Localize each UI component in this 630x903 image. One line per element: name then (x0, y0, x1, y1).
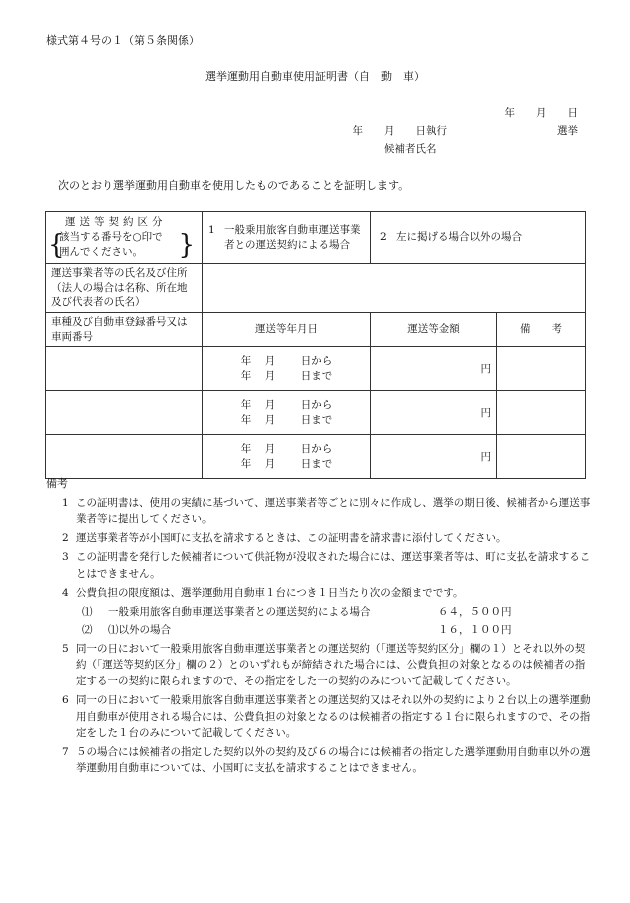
note-text: 同一の日において一般乗用旅客自動車運送事業者との運送契約又はそれ以外の契約により２台以上の選挙運動用自動車が使用される場合には、公費負担の対象となるのは候補者の指定する１台に限られますので、その指定をした１台のみについて記載してください。 (76, 694, 591, 739)
yen-label: 円 (480, 450, 491, 463)
note-text: この証明書を発行した候補者について供託物が没収された場合には、運送事業者等は、町に支払を請求することはできません。 (76, 551, 591, 580)
intro-text: 次のとおり選挙運動用自動車を使用したものであることを証明します。 (58, 179, 410, 192)
contract-row (46, 212, 586, 264)
issue-date: 年 月 日 (504, 107, 578, 119)
option2-cell[interactable] (371, 212, 586, 264)
note-number: 3 (62, 551, 69, 564)
col-date-header: 運送等年月日 (203, 313, 371, 347)
table-row (46, 347, 586, 391)
col-amount-header: 運送等金額 (371, 313, 497, 347)
remarks-cell[interactable] (497, 391, 586, 435)
note-item (46, 495, 591, 528)
to-label: 日まで (300, 413, 333, 426)
table-row (46, 435, 586, 479)
vehicle-cell[interactable] (46, 391, 203, 435)
notes-section (46, 476, 591, 780)
month-label: 月 (264, 399, 276, 412)
month-label: 月 (264, 413, 276, 426)
notes-title: 備考 (46, 477, 68, 490)
note-number: 1 (62, 496, 69, 509)
note-item (46, 744, 591, 777)
amount-cell[interactable] (371, 435, 497, 479)
note-item (46, 549, 591, 582)
from-label: 日から (300, 399, 333, 412)
note-text: 公費負担の限度額は、選挙運動用自動車１台につき１日当たり次の金額までです。 (76, 586, 464, 599)
brace-right: } (178, 229, 195, 261)
yen-label: 円 (480, 362, 491, 375)
option2-number: 2 (380, 231, 387, 244)
note-number: 7 (62, 746, 69, 759)
table-row (46, 391, 586, 435)
yen-label: 円 (480, 406, 491, 419)
limit-number: ⑵ (82, 624, 93, 637)
remarks-cell[interactable] (497, 435, 586, 479)
year-label: 年 (240, 457, 252, 470)
month-label: 月 (264, 369, 276, 382)
document-title: 選挙運動用自動車使用証明書（自 動 車） (205, 70, 425, 83)
from-label: 日から (300, 355, 333, 368)
note-number: 5 (62, 642, 69, 655)
operator-row (46, 264, 586, 313)
year-label: 年 (240, 443, 252, 456)
remarks-cell[interactable] (497, 347, 586, 391)
note-number: 2 (62, 532, 69, 545)
vehicle-cell[interactable] (46, 435, 203, 479)
month-label: 月 (264, 355, 276, 368)
limit-amount: １６，１００円 (438, 624, 512, 637)
period-cell[interactable] (203, 391, 371, 435)
option1-cell[interactable] (203, 212, 371, 264)
limit-amount: ６４，５００円 (438, 606, 512, 619)
vehicle-cell[interactable] (46, 347, 203, 391)
option2-text: 左に掲げる場合以外の場合 (396, 231, 522, 244)
col-remarks-header: 備 考 (497, 313, 586, 347)
contract-type-label: 運送等契約区分 (65, 216, 167, 229)
usage-table (45, 211, 586, 479)
month-label: 月 (264, 443, 276, 456)
year-label: 年 (240, 413, 252, 426)
contract-note-line1: 該当する番号を○印で (59, 231, 163, 244)
note-number: 6 (62, 694, 69, 707)
brace-left: { (48, 229, 65, 261)
form-id: 様式第４号の１（第５条関係） (46, 34, 200, 47)
limit-number: ⑴ (82, 606, 93, 619)
contract-note-line2: 囲んでください。 (59, 245, 143, 258)
column-header-row (46, 313, 586, 347)
note-text: この証明書は、使用の実績に基づいて、運送事業者等ごとに別々に作成し、選挙の期日後、候補者から運送事業者等に提出してください。 (76, 496, 591, 525)
vehicle-label: 車種及び自動車登録番号又は車両番号 (46, 313, 203, 347)
month-label: 月 (264, 457, 276, 470)
period-cell[interactable] (203, 347, 371, 391)
from-label: 日から (300, 443, 333, 456)
amount-cell[interactable] (371, 347, 497, 391)
year-label: 年 (240, 399, 252, 412)
candidate-name-label: 候補者氏名 (384, 143, 437, 155)
operator-label: 運送事業者等の氏名及び住所（法人の場合は名称、所在地及び代表者の氏名） (46, 264, 203, 313)
operator-value[interactable] (203, 264, 586, 313)
note-item (46, 692, 591, 741)
election-exec-line (353, 124, 579, 140)
note-text: ５の場合には候補者の指定した契約以外の契約及び６の場合には候補者の指定した選挙運動用自動車以外の選挙運動用自動車については、小国町に支払を請求することはできません。 (76, 746, 591, 775)
option1-text: 一般乗用旅客自動車運送事業者との運送契約による場合 (224, 223, 361, 251)
limit-item (46, 622, 591, 638)
to-label: 日まで (300, 369, 333, 382)
note-text: 運送事業者等が小国町に支払を請求するときは、この証明書を請求書に添付してください。 (76, 532, 507, 545)
note-item (46, 530, 591, 546)
period-cell[interactable] (203, 435, 371, 479)
option1-number: 1 (208, 223, 215, 236)
limit-label: ⑴以外の場合 (108, 624, 171, 637)
amount-cell[interactable] (371, 391, 497, 435)
note-item (46, 641, 591, 690)
note-text: 同一の日において一般乗用旅客自動車運送事業者との運送契約（「運送等契約区分」欄の１）とそれ以外の契約（「運送等契約区分」欄の２）とのいずれもが締結された場合には、公費負担の対象となるのは候補者の指定する一の契約に限られますので、その指定をした一の契約のみについて記載してください。 (76, 642, 586, 688)
limit-label: 一般乗用旅客自動車運送事業者との運送契約による場合 (108, 606, 371, 619)
limit-item (46, 604, 591, 620)
contract-header-cell (46, 212, 203, 264)
note-number: 4 (62, 586, 69, 599)
election-label: 選挙 (557, 125, 578, 137)
year-label: 年 (240, 369, 252, 382)
to-label: 日まで (300, 457, 333, 470)
year-label: 年 (240, 355, 252, 368)
note-item (46, 585, 591, 601)
contract-note (48, 229, 197, 261)
exec-date: 年 月 日執行 (352, 125, 447, 137)
